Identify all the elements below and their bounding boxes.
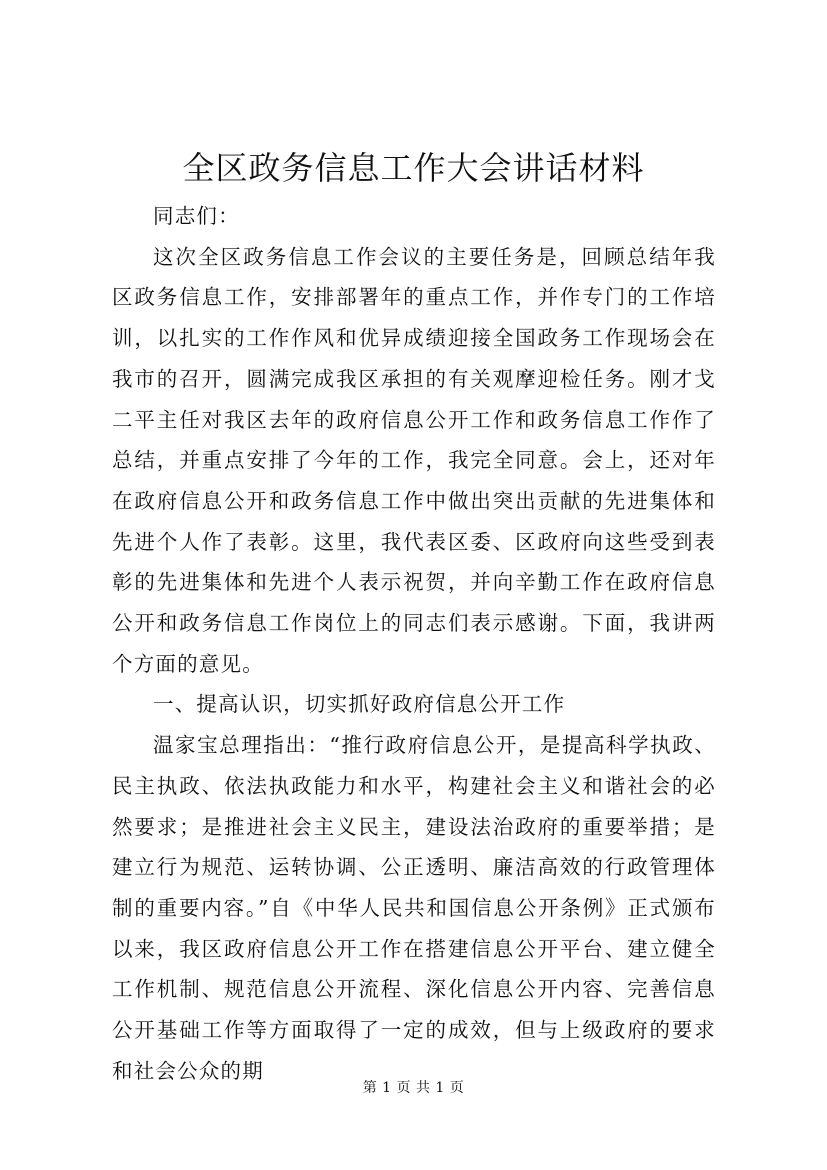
- document-title: 全区政务信息工作大会讲话材料: [182, 149, 645, 187]
- document-body: [112, 196, 716, 1091]
- section-heading: 一、提高认识，切实抓好政府信息公开工作: [153, 692, 566, 717]
- intro-paragraph: 这次全区政务信息工作会议的主要任务是，回顾总结年我区政务信息工作，安排部署年的重点工作，并作专门的工作培训，以扎实的工作作风和优异成绩迎接全国政务工作现场会在我市的召开，圆满完成我区承担的有关观摩迎检任务。刚才戈二平主任对我区去年的政府信息公开工作和政务信息工作作了总结，并重点安排了今年的工作，我完全同意。会上，还对年在政府信息公开和政务信息工作中做出突出贡献的先进集体和先进个人作了表彰。这里，我代表区委、区政府向这些受到表彰的先进集体和先进个人表示祝贺，并向辛勤工作在政府信息公开和政务信息工作岗位上的同志们表示感谢。下面，我讲两个方面的意见。: [112, 244, 716, 676]
- page-footer: 第 1 页 共 1 页: [362, 1080, 465, 1096]
- salutation-paragraph: 同志们：: [153, 204, 240, 228]
- body-paragraph: 温家宝总理指出：“推行政府信息公开，是提高科学执政、民主执政、依法执政能力和水平，构建社会主义和谐社会的必然要求；是推进社会主义民主，建设法治政府的重要举措；是建立行为规范、运转协调、公正透明、廉洁高效的行政管理体制的重要内容。”自《中华人民共和国信息公开条例》正式颁布以来，我区政府信息公开工作在搭建信息公开平台、建立健全工作机制、规范信息公开流程、深化信息公开内容、完善信息公开基础工作等方面取得了一定的成效，但与上级政府的要求和社会公众的期: [112, 733, 716, 1083]
